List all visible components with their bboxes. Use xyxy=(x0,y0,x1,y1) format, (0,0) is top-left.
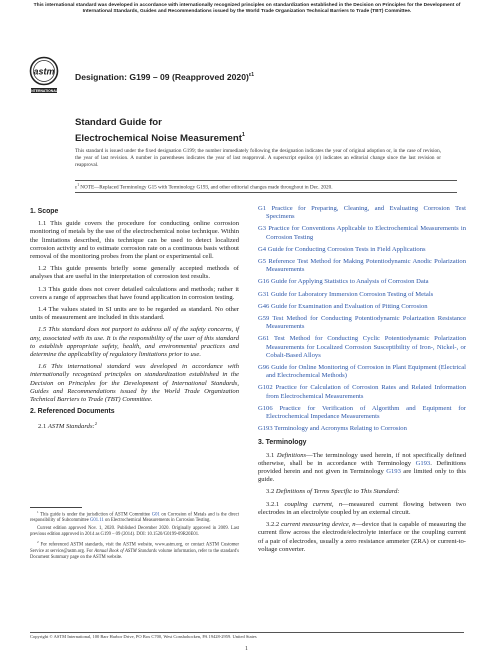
reference-item xyxy=(258,384,466,400)
link-g193[interactable]: G193 xyxy=(415,459,431,467)
reference-title[interactable]: Guide for Examination and Evaluation of Pitting Corrosion xyxy=(269,302,428,310)
title-line-1: Standard Guide for xyxy=(75,117,162,128)
reference-code-link[interactable]: G96 xyxy=(258,364,270,372)
terminology-3-1-text-c: are limited only to this guide. xyxy=(258,468,466,484)
page-number: 1 xyxy=(245,646,248,652)
reference-code-link[interactable]: G46 xyxy=(258,302,270,310)
scope-heading: 1. Scope xyxy=(30,208,59,215)
astm-logo-icon xyxy=(29,56,59,100)
footnote-2-text-b: volume information, refer to the standard's Document Summary page on the ASTM website. xyxy=(30,548,239,560)
copyright-footer: Copyright © ASTM International, 100 Barr Harbor Drive, PO Box C700, West Conshohocken, PA 19428-2959. United States xyxy=(30,632,464,640)
title-line-2-text: Electrochemical Noise Measurement xyxy=(75,133,242,144)
terminology-heading: 3. Terminology xyxy=(258,439,307,447)
reference-code-link[interactable]: G193 xyxy=(258,425,273,433)
reference-item xyxy=(258,405,466,421)
reference-item xyxy=(258,364,466,380)
link-g193-second[interactable]: G193 xyxy=(386,468,401,476)
reference-code-link[interactable]: G106 xyxy=(258,404,273,412)
reference-item xyxy=(258,425,466,433)
reference-item xyxy=(258,303,466,311)
reference-code-link[interactable]: G59 xyxy=(258,315,270,323)
designation-superscript: ε1 xyxy=(248,72,255,78)
reference-title[interactable]: Practice for Conventions Applicable to Electrochemical Measurements in Corrosion Testing xyxy=(266,225,466,241)
reference-code-link[interactable]: G16 xyxy=(258,278,270,286)
reference-item xyxy=(258,225,466,241)
footnote-2-marker: 2 xyxy=(37,540,39,545)
terminology-3-2 xyxy=(258,488,466,496)
designation xyxy=(75,72,254,82)
reference-item xyxy=(258,291,466,299)
terminology-3-2-2 xyxy=(258,521,466,554)
footnote-1 xyxy=(30,510,239,524)
refdocs-2-1-number: 2.1 xyxy=(38,423,48,431)
reference-code-link[interactable]: G4 xyxy=(258,245,267,253)
specific-definitions-label: Definitions of Terms Specific to This Standard: xyxy=(275,488,400,496)
definition-current-measuring-device: —device that is capable of measuring the current flow across the electrode/electrolyte interface or the coupling current of a pair of electrodes, usually a zero resistance ammeter (ZRA) or current-to-voltage converter. xyxy=(258,521,467,553)
right-column xyxy=(258,205,466,558)
reference-title[interactable]: Practice for Verification of Algorithm and Equipment for Electrochemical Impedance Measurements xyxy=(266,404,466,421)
scope-1-1: 1.1 This guide covers the procedure for conducting online corrosion monitoring of metals by the use of the electrochemical noise technique. Within the limitations described, this technique can be used to detect localized corrosion activity and to estimate corrosion rate on a continuous basis without removal of the monitoring probes from the plant or experimental cell. xyxy=(30,220,239,261)
link-g01[interactable]: G01 xyxy=(151,512,160,518)
reference-title[interactable]: Test Method for Conducting Potentiodynamic Polarization Resistance Measurements xyxy=(266,315,466,331)
scope-1-3: 1.3 This guide does not cover detailed calculations and methods; rather it covers a range of approaches that have found application in corrosion testing. xyxy=(30,285,239,301)
scope-1-6: 1.6 This international standard was developed in accordance with internationally recognized principles on standardization established in the Decision on Principles for the Development of International Standards, Guides and Recommendations issued by the World Trade Organization Technical Barriers to Trade (TBT) Committee. xyxy=(30,363,239,404)
reference-item xyxy=(258,205,466,221)
definition-coupling-current: —measured current flowing between two electrodes in an electrolyte coupled by an external circuit. xyxy=(258,500,467,516)
definitions-label: Definitions xyxy=(276,451,307,459)
footnote-2 xyxy=(30,540,239,560)
reference-title[interactable]: Guide for Online Monitoring of Corrosion in Plant Equipment (Electrical and Electrochemical Methods) xyxy=(266,364,466,380)
terminology-3-2-1 xyxy=(258,501,466,517)
reference-title[interactable]: Practice for Preparing, Cleaning, and Evaluating Corrosion Test Specimens xyxy=(266,205,466,221)
terminology-3-2-number: 3.2 xyxy=(266,488,276,496)
reference-list xyxy=(258,205,466,433)
reference-code-link[interactable]: G3 xyxy=(258,225,267,233)
reference-title[interactable]: Guide for Laboratory Immersion Corrosion Testing of Metals xyxy=(269,290,434,298)
designation-text: Designation: G199 – 09 (Reapproved 2020) xyxy=(75,72,249,82)
title-line-2 xyxy=(75,129,245,145)
scope-1-4: 1.4 The values stated in SI units are to be regarded as standard. No other units of measurement are included in this standard. xyxy=(30,306,239,322)
terminology-3-1-text-a: —The terminology used herein, if not specifically defined otherwise, shall be in accordance with Terminology xyxy=(258,451,466,467)
reference-title[interactable]: Practice for Calculation of Corrosion Rates and Related Information from Electrochemical Measurements xyxy=(266,384,466,400)
link-g01-11[interactable]: G01.11 xyxy=(90,518,104,524)
footnote-2-text-a: For referenced ASTM standards, visit the ASTM website, www.astm.org, or contact ASTM Customer Service at service@astm.org. For xyxy=(30,542,239,554)
left-column xyxy=(30,205,239,436)
document-title xyxy=(75,117,245,145)
annual-book-title: Annual Book of ASTM Standards xyxy=(94,548,157,554)
svg-text:astm: astm xyxy=(33,66,55,77)
reference-code-link[interactable]: G5 xyxy=(258,258,267,266)
reference-title[interactable]: Reference Test Method for Making Potentiodynamic Anodic Polarization Measurements xyxy=(266,258,466,274)
footnote-1-text-a: This guide is under the jurisdiction of ASTM Committee xyxy=(38,512,152,518)
footnotes xyxy=(30,507,239,562)
refdocs-2-1 xyxy=(30,420,239,431)
term-coupling-current: coupling current, n xyxy=(284,500,343,508)
terminology-3-1-number: 3.1 xyxy=(266,451,277,459)
note-superscript: 1 xyxy=(77,183,79,187)
terminology-3-1-text-b: . Definitions provided herein and not given in Terminology xyxy=(258,459,467,476)
terminology-3-1 xyxy=(258,452,466,485)
reference-title[interactable]: Terminology and Acronyms Relating to Corrosion xyxy=(272,425,407,433)
reference-title[interactable]: Guide for Applying Statistics to Analysis of Corrosion Data xyxy=(269,278,429,286)
footnote-rule xyxy=(30,507,82,508)
reference-item xyxy=(258,278,466,286)
term-current-measuring-device: current measuring device, n xyxy=(281,521,356,529)
issued-under-statement: This standard is issued under the fixed designation G199; the number immediately following the designation indicates the year of original adoption or, in the case of revision, the year of last revision. A number in parentheses indicates the year of last reapproval. A superscript epsilon (ε) indicates an editorial change since the last revision or reapproval. xyxy=(75,148,441,168)
footnote-2-ref: 2 xyxy=(94,421,97,427)
reference-code-link[interactable]: G1 xyxy=(258,205,267,212)
reference-code-link[interactable]: G102 xyxy=(258,384,273,392)
reference-title[interactable]: Test Method for Conducting Cyclic Potentiodynamic Polarization Measurements for Localized Corrosion Susceptibility of Iron-, Nickel-, or Cobalt-Based Alloys xyxy=(266,335,466,359)
note-text: NOTE—Replaced Terminology G15 with Terminology G193, and other editorial changes made throughout in Dec. 2020. xyxy=(78,184,333,191)
footnote-1-edition: Current edition approved Nov. 1, 2020. Published December 2020. Originally approved in 2009. Last previous edition approved in 2014 as G199 – 09 (2014). DOI: 10.1520/G0199-09R20E01. xyxy=(30,526,239,538)
reference-item xyxy=(258,246,466,254)
editorial-note xyxy=(75,180,457,193)
reference-code-link[interactable]: G31 xyxy=(258,290,270,298)
footnote-1-marker: 1 xyxy=(37,510,39,514)
svg-text:INTERNATIONAL: INTERNATIONAL xyxy=(30,89,58,93)
referenced-documents-heading: 2. Referenced Documents xyxy=(30,408,115,416)
scope-1-2: 1.2 This guide presents briefly some generally accepted methods of analyses that are useful in the interpretation of corrosion test results. xyxy=(30,265,239,281)
note-epsilon: ε xyxy=(75,184,78,191)
astm-standards-label: ASTM Standards: xyxy=(47,423,95,431)
reference-title[interactable]: Guide for Conducting Corrosion Tests in Field Applications xyxy=(266,245,426,253)
reference-item xyxy=(258,315,466,331)
tbt-notice: This international standard was developed in accordance with internationally recognized principles on standardization established in the Decision on Principles for the Development of International Standards, Guides and Recommendations issued by the World Trade Organization Technical Barriers to Trade (TBT) Committee. xyxy=(33,3,461,14)
footnote-1-text-c: on Electrochemical Measurements in Corrosion Testing. xyxy=(103,518,211,524)
reference-code-link[interactable]: G61 xyxy=(258,335,270,343)
reference-item xyxy=(258,258,466,274)
terminology-3-2-1-number: 3.2.1 xyxy=(266,500,285,508)
scope-1-5: 1.5 This standard does not purport to address all of the safety concerns, if any, associated with its use. It is the responsibility of the user of this standard to establish appropriate safety, health, and environmental practices and determine the applicability of regulatory limitations prior to use. xyxy=(30,326,239,359)
footnote-1-text-b: on Corrosion of Metals and is the direct responsibility of Subcommittee xyxy=(30,512,239,524)
reference-item xyxy=(258,335,466,360)
terminology-3-2-2-number: 3.2.2 xyxy=(266,521,282,529)
title-footnote-ref: 1 xyxy=(241,132,245,138)
